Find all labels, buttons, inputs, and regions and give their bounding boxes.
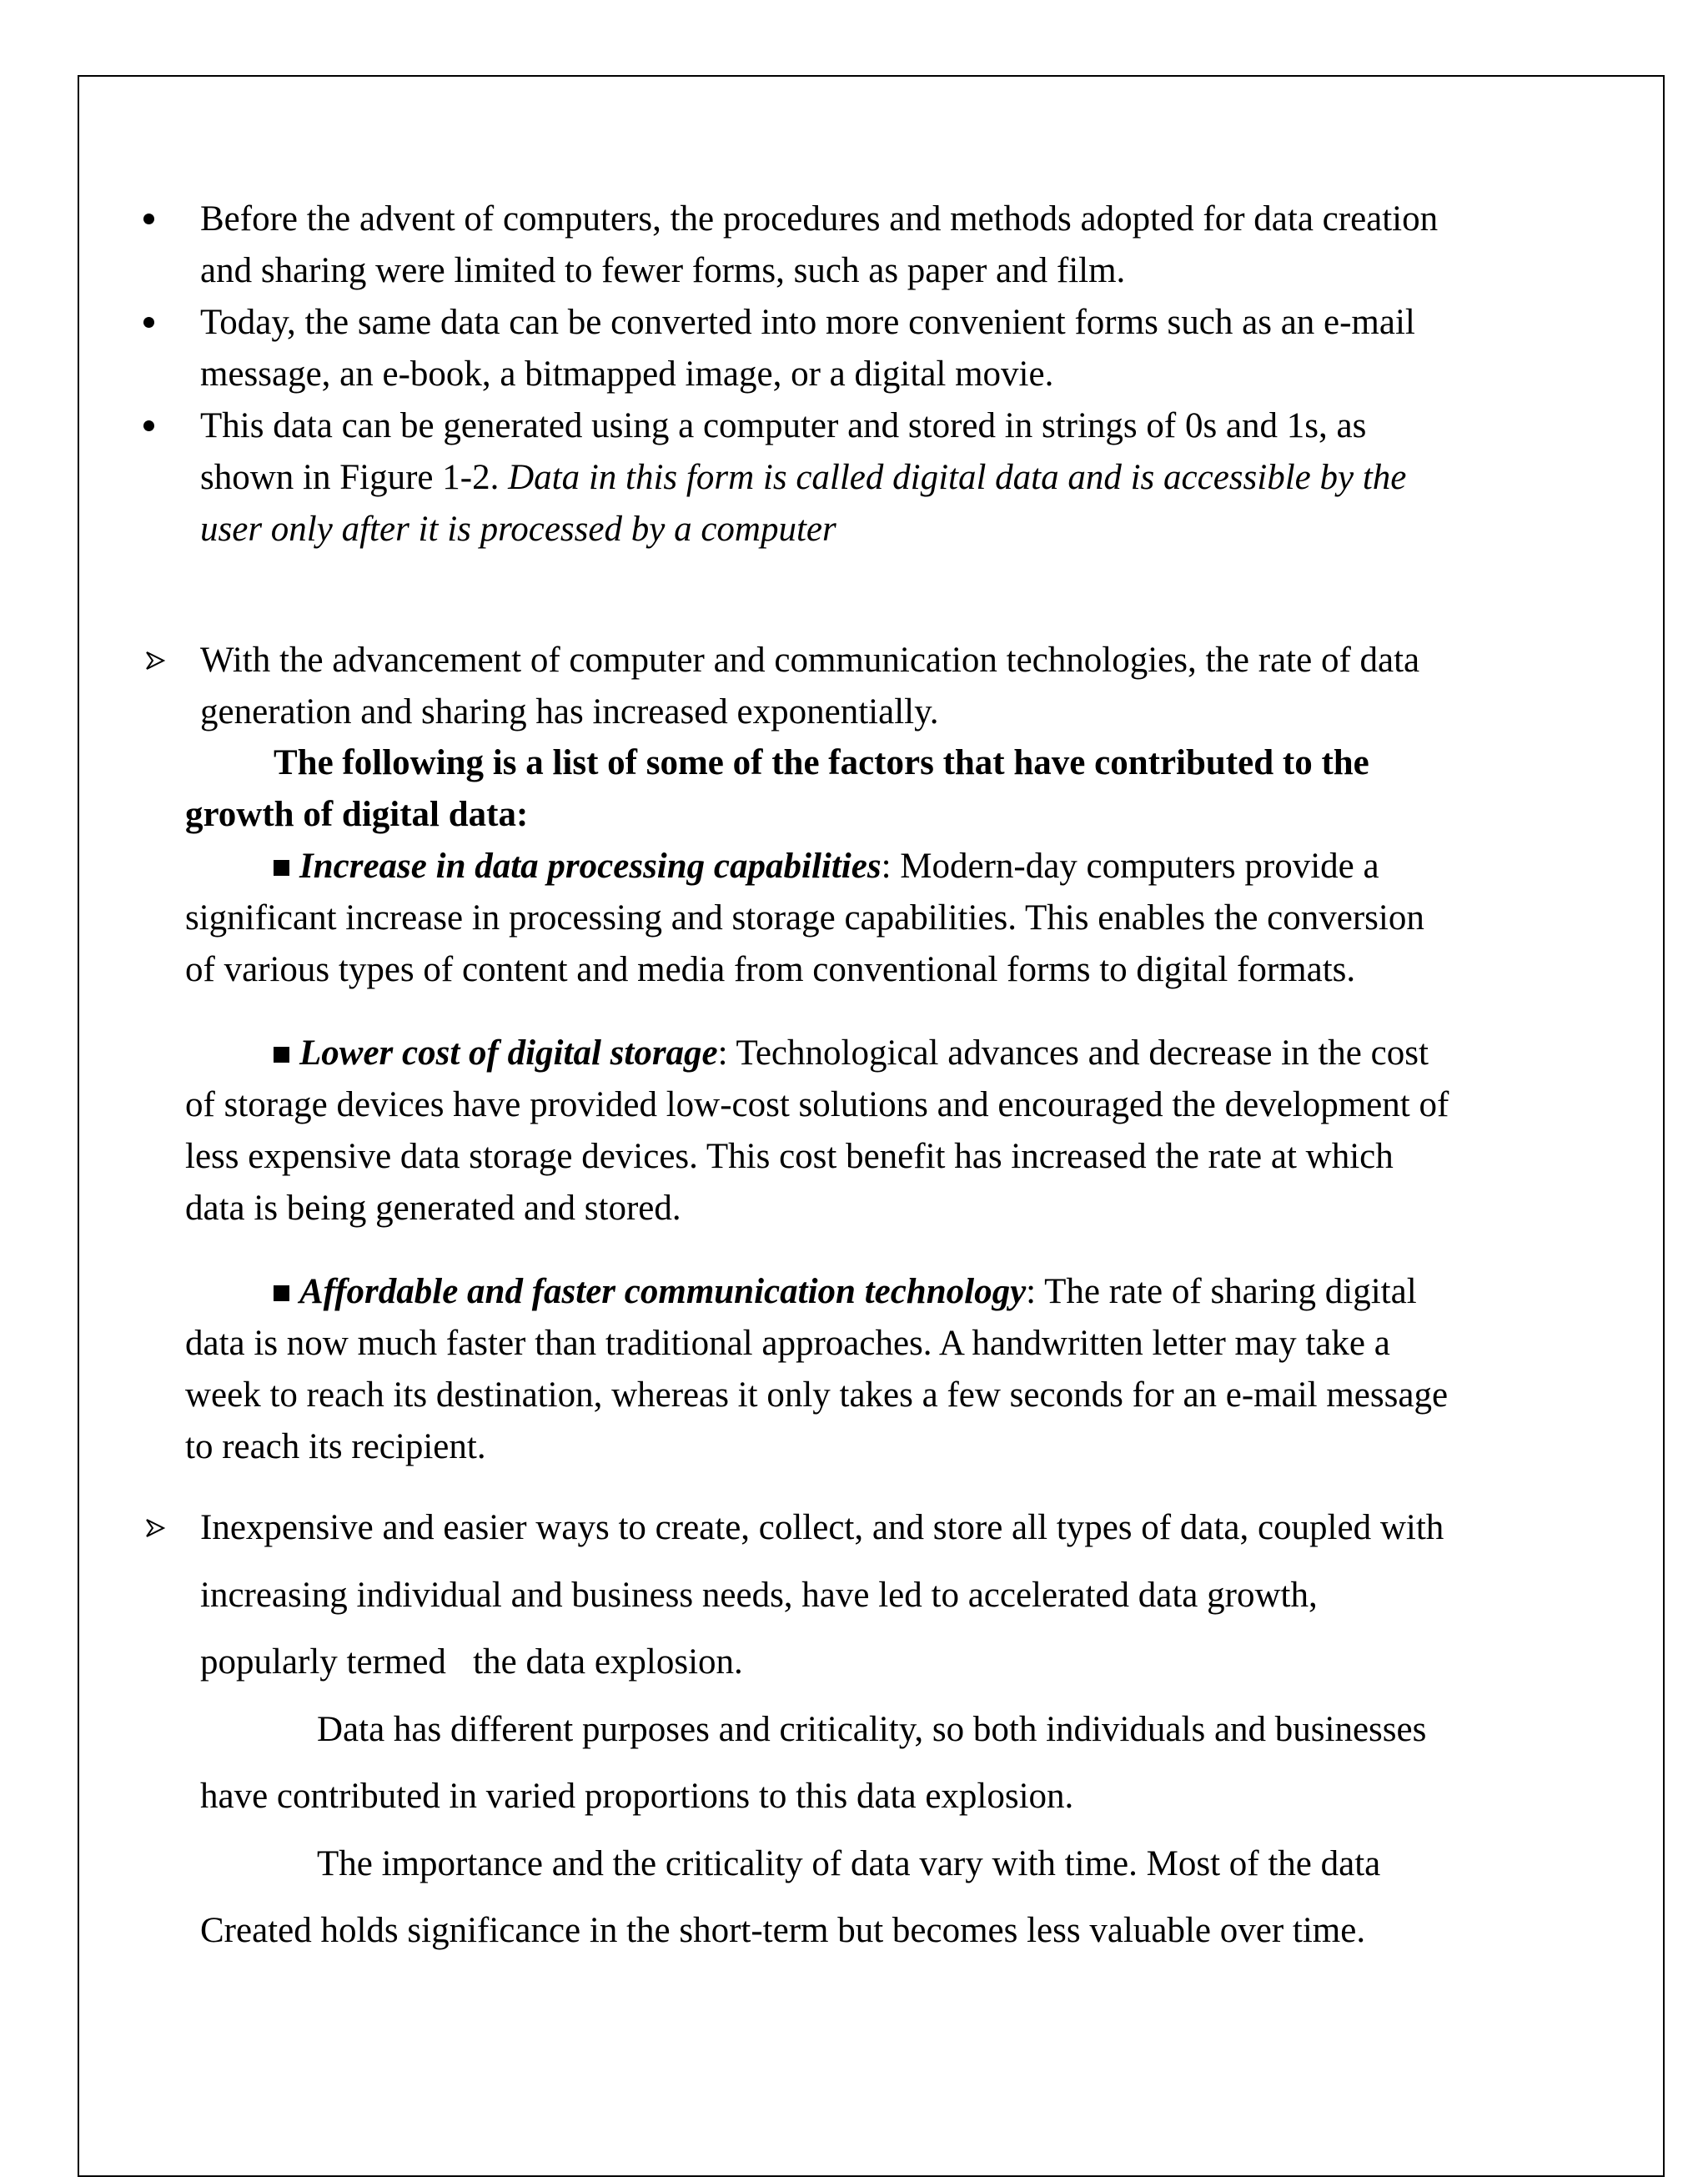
section2-line-1: Inexpensive and easier ways to create, collect, and store all types of data, coupled with <box>200 1508 1444 1547</box>
section1-intro-line-2: generation and sharing has increased exponentially. <box>200 692 939 732</box>
factor-1-line-3: of various types of content and media from conventional forms to digital formats. <box>185 950 1356 989</box>
section2-line-3: popularly termed the data explosion. <box>200 1642 743 1682</box>
bullet-3-line-2 <box>200 452 1406 504</box>
factor-3-first-line-rest: : The rate of sharing digital <box>1026 1272 1417 1311</box>
factor-2-line-3: less expensive data storage devices. This cost benefit has increased the rate at which <box>185 1137 1394 1176</box>
factors-heading-line-1: The following is a list of some of the factors that have contributed to the <box>274 743 1369 782</box>
bullet-2-line-2: message, an e-book, a bitmapped image, or a digital movie. <box>200 354 1054 394</box>
bullet-3-line-3: user only after it is processed by a computer <box>200 510 836 549</box>
factor-3-line-3: week to reach its destination, whereas it only takes a few seconds for an e-mail message <box>185 1375 1449 1415</box>
factor-2-first-line-rest: : Technological advances and decrease in the cost <box>717 1033 1429 1073</box>
factor-3-line-2: data is now much faster than traditional approaches. A handwritten letter may take a <box>185 1324 1390 1363</box>
square-bullet-icon <box>274 860 289 876</box>
section2-para2-line-1: The importance and the criticality of data vary with time. Most of the data <box>317 1844 1381 1883</box>
bullet-1-line-1: Before the advent of computers, the procedures and methods adopted for data creation <box>200 199 1439 239</box>
section2-para2-line-2: Created holds significance in the short-term but becomes less valuable over time. <box>200 1911 1366 1950</box>
factor-2-title: Lower cost of digital storage <box>299 1033 718 1073</box>
bullet-3-line-2-plain: shown in Figure 1-2. <box>200 458 509 497</box>
factors-heading-line-2: growth of digital data: <box>185 795 529 834</box>
factor-3-line-4: to reach its recipient. <box>185 1427 486 1466</box>
factor-3-first-line <box>274 1266 1417 1318</box>
square-bullet-icon <box>274 1285 289 1301</box>
section2-line-2: increasing individual and business needs, have led to accelerated data growth, <box>200 1576 1318 1615</box>
section2-para1-line-2: have contributed in varied proportions to this data explosion. <box>200 1777 1074 1816</box>
section2-para1-line-1: Data has different purposes and criticality, so both individuals and businesses <box>317 1710 1427 1749</box>
factor-3-title: Affordable and faster communication technology <box>299 1272 1027 1311</box>
bullet-2-line-1: Today, the same data can be converted into more convenient forms such as an e-mail <box>200 303 1415 342</box>
arrow-bullet-icon <box>145 1518 165 1538</box>
bullet-dot <box>143 420 154 431</box>
bullet-1-line-2: and sharing were limited to fewer forms, such as paper and film. <box>200 251 1126 290</box>
section1-intro-line-1: With the advancement of computer and communication technologies, the rate of data <box>200 641 1420 680</box>
factor-1-first-line-rest: : Modern-day computers provide a <box>881 847 1379 886</box>
factor-1-line-2: significant increase in processing and storage capabilities. This enables the conversion <box>185 898 1424 938</box>
bullet-dot <box>143 214 154 224</box>
factor-1-first-line <box>274 841 1379 892</box>
bullet-3-line-2-italic: Data in this form is called digital data and is accessible by the <box>508 458 1407 497</box>
bullet-dot <box>143 317 154 328</box>
factor-1-title: Increase in data processing capabilities <box>299 847 882 886</box>
factor-2-line-2: of storage devices have provided low-cost solutions and encouraged the development of <box>185 1085 1449 1124</box>
factor-2-line-4: data is being generated and stored. <box>185 1189 681 1228</box>
bullet-3-line-1: This data can be generated using a computer and stored in strings of 0s and 1s, as <box>200 406 1367 445</box>
factor-2-first-line <box>274 1028 1429 1079</box>
arrow-bullet-icon <box>145 651 165 671</box>
square-bullet-icon <box>274 1047 289 1063</box>
